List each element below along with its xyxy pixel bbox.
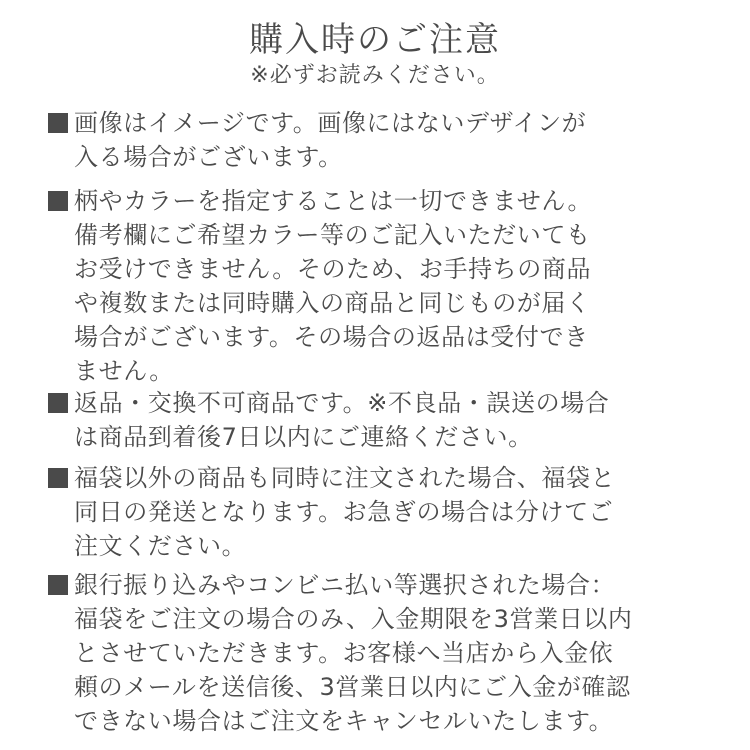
notice-text: 頼のメールを送信後、3営業日以内にご入金が確認: [74, 673, 631, 701]
notice-text: 備考欄にご希望カラー等のご記入いただいても: [74, 221, 591, 249]
square-bullet-icon: [48, 575, 68, 595]
notice-text: や複数または同時購入の商品と同じものが届く: [74, 289, 591, 317]
square-bullet-icon: [48, 468, 68, 488]
page-subtitle: ※必ずお読みください。: [250, 63, 500, 88]
notice-text: ません。: [74, 357, 174, 385]
notice-text: 福袋をご注文の場合のみ、入金期限を3営業日以内: [74, 605, 633, 633]
notice-text: できない場合はご注文をキャンセルいたします。: [74, 707, 614, 735]
notice-text: 銀行振り込みやコンビニ払い等選択された場合：: [74, 571, 616, 599]
notice-text: 画像はイメージです。画像にはないデザインが: [74, 109, 587, 137]
notice-text: は商品到着後7日以内にご連絡ください。: [74, 423, 533, 451]
notice-text: 同日の発送となります。お急ぎの場合は分けてご: [74, 498, 614, 526]
page-title: 購入時のご注意: [249, 20, 501, 60]
notice-item-1: [48, 106, 718, 174]
notice-text: 福袋以外の商品も同時に注文された場合、福袋と: [74, 464, 616, 492]
square-bullet-icon: [48, 191, 68, 211]
notice-text: とさせていただきます。お客様へ当店から入金依: [74, 639, 614, 667]
notice-text: 返品・交換不可商品です。※不良品・誤送の場合: [74, 389, 610, 417]
notice-item-3: [48, 386, 718, 454]
notice-text: お受けできません。そのため、お手持ちの商品: [74, 255, 592, 283]
notice-text: 場合がございます。その場合の返品は受付でき: [74, 323, 589, 351]
notice-text: 柄やカラーを指定することは一切できません。: [74, 187, 593, 215]
square-bullet-icon: [48, 113, 68, 133]
notice-item-2: [48, 184, 718, 388]
notice-text: 注文ください。: [74, 532, 247, 560]
notice-item-5: [48, 568, 718, 738]
notice-text: 入る場合がございます。: [74, 143, 343, 171]
notice-item-4: [48, 461, 718, 563]
square-bullet-icon: [48, 393, 68, 413]
